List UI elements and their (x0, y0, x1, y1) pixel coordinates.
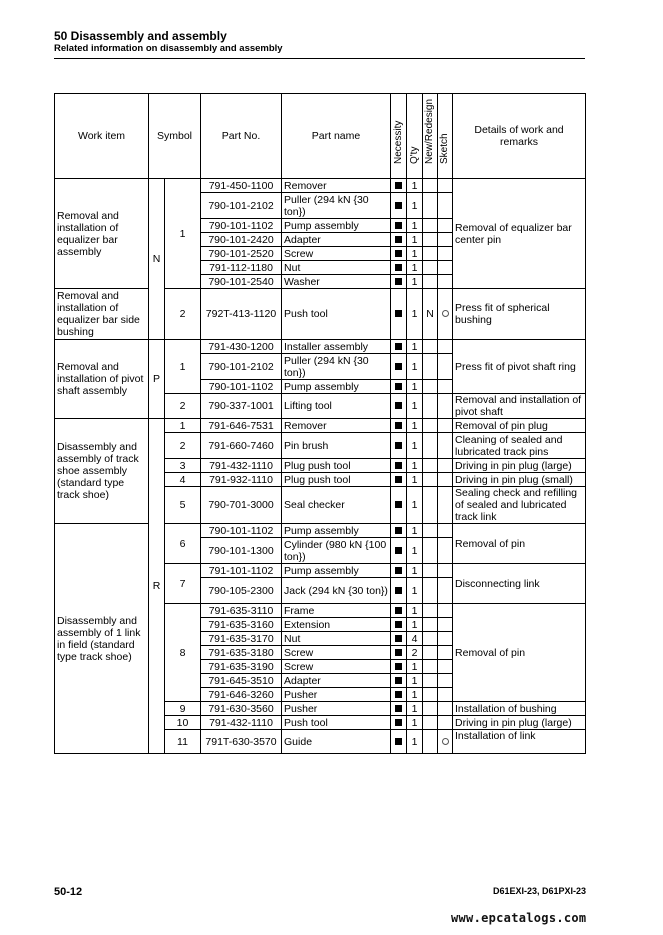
necessity-mark (391, 340, 407, 354)
header-necessity: Necessity (391, 94, 407, 179)
qty: 1 (407, 660, 423, 674)
details: Removal of pin (453, 604, 586, 702)
symbol-number: 10 (165, 716, 201, 730)
new-redesign: N (423, 289, 438, 340)
details: Removal of pin plug (453, 419, 586, 433)
details: Removal of equalizer bar center pin (453, 179, 586, 289)
qty: 1 (407, 618, 423, 632)
necessity-mark (391, 524, 407, 538)
part-name: Jack (294 kN {30 ton}) (282, 578, 391, 604)
part-name: Pump assembly (282, 524, 391, 538)
table-row (55, 419, 586, 433)
header-symbol: Symbol (149, 94, 201, 179)
part-name: Push tool (282, 289, 391, 340)
part-name: Adapter (282, 674, 391, 688)
details: Removal and installation of pivot shaft (453, 394, 586, 419)
part-no: 791-645-3510 (201, 674, 282, 688)
necessity-mark (391, 660, 407, 674)
part-no: 790-101-1102 (201, 524, 282, 538)
necessity-mark (391, 688, 407, 702)
symbol-number: 1 (165, 179, 201, 289)
qty: 1 (407, 578, 423, 604)
part-name: Seal checker (282, 487, 391, 524)
part-no: 790-101-2102 (201, 354, 282, 380)
part-no: 791-635-3190 (201, 660, 282, 674)
part-no: 791-112-1180 (201, 261, 282, 275)
symbol-number: 3 (165, 459, 201, 473)
part-name: Remover (282, 419, 391, 433)
necessity-mark (391, 275, 407, 289)
qty: 1 (407, 247, 423, 261)
details: Press fit of pivot shaft ring (453, 340, 586, 394)
qty: 1 (407, 233, 423, 247)
part-no: 791-450-1100 (201, 179, 282, 193)
details: Cleaning of sealed and lubricated track pins (453, 433, 586, 459)
necessity-mark (391, 419, 407, 433)
part-no: 790-101-2102 (201, 193, 282, 219)
part-name: Adapter (282, 233, 391, 247)
sketch-circle (438, 289, 453, 340)
part-name: Pusher (282, 688, 391, 702)
part-name: Frame (282, 604, 391, 618)
qty: 1 (407, 380, 423, 394)
part-no: 790-101-2420 (201, 233, 282, 247)
part-name: Screw (282, 646, 391, 660)
necessity-mark (391, 646, 407, 660)
part-no: 791-635-3160 (201, 618, 282, 632)
sketch-circle (438, 730, 453, 754)
part-no: 791-646-7531 (201, 419, 282, 433)
symbol-number: 9 (165, 702, 201, 716)
details: Installation of bushing (453, 702, 586, 716)
tools-table (54, 93, 586, 754)
qty: 1 (407, 193, 423, 219)
part-no: 790-101-1102 (201, 219, 282, 233)
work-item: Disassembly and assembly of 1 link in field (standard type track shoe) (55, 524, 149, 754)
part-name: Guide (282, 730, 391, 754)
symbol-number: 1 (165, 419, 201, 433)
details: Driving in pin plug (small) (453, 473, 586, 487)
qty: 1 (407, 179, 423, 193)
part-no: 791-635-3180 (201, 646, 282, 660)
details: Press fit of spherical bushing (453, 289, 586, 340)
work-item: Removal and installation of equalizer bar assembly (55, 179, 149, 289)
model-numbers: D61EXI-23, D61PXI-23 (493, 886, 587, 896)
necessity-mark (391, 716, 407, 730)
header-row (55, 94, 586, 179)
details: Installation of link (453, 730, 586, 754)
symbol-number: 2 (165, 394, 201, 419)
qty: 1 (407, 354, 423, 380)
necessity-mark (391, 380, 407, 394)
part-no: 790-101-2520 (201, 247, 282, 261)
header-rule (54, 58, 585, 59)
symbol-number: 7 (165, 564, 201, 604)
part-no: 791-932-1110 (201, 473, 282, 487)
symbol-number: 1 (165, 340, 201, 394)
work-item: Disassembly and assembly of track shoe assembly (standard type track shoe) (55, 419, 149, 524)
qty: 1 (407, 394, 423, 419)
header-work-item: Work item (55, 94, 149, 179)
new-redesign (423, 179, 438, 193)
page-number: 50-12 (54, 886, 83, 898)
necessity-mark (391, 193, 407, 219)
necessity-mark (391, 179, 407, 193)
necessity-mark (391, 618, 407, 632)
part-name: Puller (294 kN {30 ton}) (282, 193, 391, 219)
part-no: 792T-413-1120 (201, 289, 282, 340)
part-name: Extension (282, 618, 391, 632)
header-details: Details of work and remarks (453, 94, 586, 179)
symbol-number: 4 (165, 473, 201, 487)
part-no: 791T-630-3570 (201, 730, 282, 754)
qty: 1 (407, 604, 423, 618)
necessity-mark (391, 604, 407, 618)
watermark: www.epcatalogs.com (451, 911, 587, 925)
work-item: Removal and installation of pivot shaft assembly (55, 340, 149, 419)
qty: 1 (407, 688, 423, 702)
part-name: Washer (282, 275, 391, 289)
necessity-mark (391, 538, 407, 564)
qty: 1 (407, 674, 423, 688)
part-no: 791-432-1110 (201, 459, 282, 473)
details: Disconnecting link (453, 564, 586, 604)
necessity-mark (391, 564, 407, 578)
qty: 1 (407, 702, 423, 716)
necessity-mark (391, 354, 407, 380)
part-name: Pump assembly (282, 564, 391, 578)
part-no: 790-101-1300 (201, 538, 282, 564)
part-no: 791-635-3170 (201, 632, 282, 646)
symbol-number: 2 (165, 433, 201, 459)
section-subtitle: Related information on disassembly and assembly (54, 43, 283, 54)
qty: 1 (407, 275, 423, 289)
symbol-number: 6 (165, 524, 201, 564)
symbol-number: 11 (165, 730, 201, 754)
part-name: Plug push tool (282, 473, 391, 487)
part-no: 790-105-2300 (201, 578, 282, 604)
part-name: Pump assembly (282, 219, 391, 233)
qty: 1 (407, 473, 423, 487)
details: Driving in pin plug (large) (453, 716, 586, 730)
qty: 1 (407, 219, 423, 233)
part-name: Lifting tool (282, 394, 391, 419)
part-name: Plug push tool (282, 459, 391, 473)
part-no: 790-337-1001 (201, 394, 282, 419)
header-new-redesign: New/Redesign (423, 94, 438, 179)
necessity-mark (391, 261, 407, 275)
qty: 1 (407, 524, 423, 538)
table-row (55, 524, 586, 538)
part-no: 791-660-7460 (201, 433, 282, 459)
part-name: Pin brush (282, 433, 391, 459)
part-no: 791-646-3260 (201, 688, 282, 702)
part-name: Screw (282, 660, 391, 674)
part-name: Puller (294 kN {30 ton}) (282, 354, 391, 380)
necessity-mark (391, 578, 407, 604)
necessity-mark (391, 487, 407, 524)
part-no: 790-101-2540 (201, 275, 282, 289)
sketch (438, 179, 453, 193)
part-name: Pump assembly (282, 380, 391, 394)
necessity-mark (391, 289, 407, 340)
qty: 1 (407, 459, 423, 473)
qty: 1 (407, 340, 423, 354)
necessity-mark (391, 632, 407, 646)
table-row (55, 179, 586, 193)
part-name: Screw (282, 247, 391, 261)
header-part-name: Part name (282, 94, 391, 179)
work-item: Removal and installation of equalizer bar side bushing (55, 289, 149, 340)
necessity-mark (391, 473, 407, 487)
details: Driving in pin plug (large) (453, 459, 586, 473)
part-no: 791-101-1102 (201, 564, 282, 578)
symbol-letter: R (149, 419, 165, 754)
symbol-number: 5 (165, 487, 201, 524)
part-no: 791-430-1200 (201, 340, 282, 354)
necessity-mark (391, 394, 407, 419)
qty: 1 (407, 433, 423, 459)
necessity-mark (391, 702, 407, 716)
details: Sealing check and refilling of sealed and lubricated track link (453, 487, 586, 524)
table-row (55, 289, 586, 340)
symbol-letter: N (149, 179, 165, 340)
part-name: Pusher (282, 702, 391, 716)
qty: 1 (407, 419, 423, 433)
qty: 1 (407, 716, 423, 730)
details: Removal of pin (453, 524, 586, 564)
symbol-letter: P (149, 340, 165, 419)
qty: 1 (407, 564, 423, 578)
symbol-number: 8 (165, 604, 201, 702)
necessity-mark (391, 433, 407, 459)
part-no: 791-635-3110 (201, 604, 282, 618)
qty: 1 (407, 289, 423, 340)
part-no: 790-701-3000 (201, 487, 282, 524)
part-no: 790-101-1102 (201, 380, 282, 394)
necessity-mark (391, 459, 407, 473)
qty: 1 (407, 261, 423, 275)
part-name: Cylinder (980 kN {100 ton}) (282, 538, 391, 564)
qty: 1 (407, 730, 423, 754)
section-title: 50 Disassembly and assembly (54, 29, 227, 43)
header-sketch: Sketch (438, 94, 453, 179)
part-name: Nut (282, 261, 391, 275)
table-row (55, 340, 586, 354)
part-no: 791-630-3560 (201, 702, 282, 716)
symbol-number: 2 (165, 289, 201, 340)
necessity-mark (391, 247, 407, 261)
part-no: 791-432-1110 (201, 716, 282, 730)
qty: 4 (407, 632, 423, 646)
part-name: Nut (282, 632, 391, 646)
necessity-mark (391, 219, 407, 233)
necessity-mark (391, 730, 407, 754)
qty: 2 (407, 646, 423, 660)
qty: 1 (407, 487, 423, 524)
part-name: Installer assembly (282, 340, 391, 354)
header-part-no: Part No. (201, 94, 282, 179)
part-name: Push tool (282, 716, 391, 730)
header-qty: Q'ty (407, 94, 423, 179)
necessity-mark (391, 674, 407, 688)
part-name: Remover (282, 179, 391, 193)
necessity-mark (391, 233, 407, 247)
qty: 1 (407, 538, 423, 564)
